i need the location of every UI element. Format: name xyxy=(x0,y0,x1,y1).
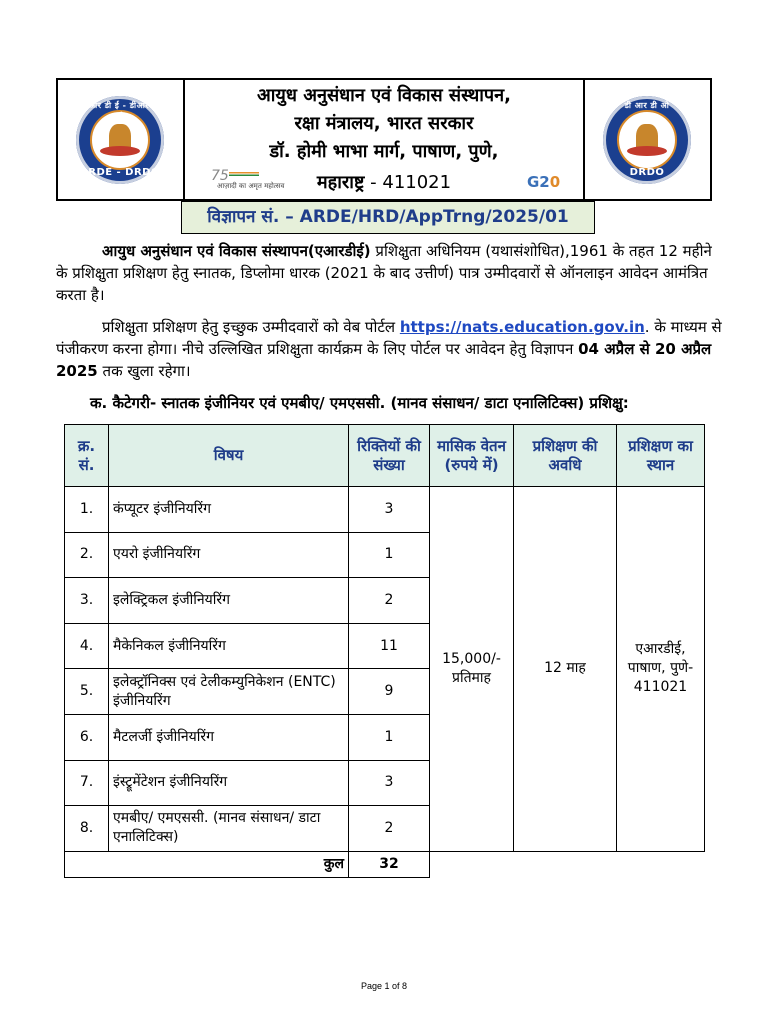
table-header-row xyxy=(65,425,705,487)
logo-bottom-text: ARDE - DRDO xyxy=(80,167,160,178)
col-header-sn: क्र. सं. xyxy=(65,425,109,487)
header-line-1: आयुध अनुसंधान एवं विकास संस्थापन, xyxy=(257,85,511,106)
drdo-logo xyxy=(603,96,691,184)
header-box xyxy=(56,78,712,201)
arde-logo-cell xyxy=(58,80,185,199)
col-header-subject: विषय xyxy=(109,425,349,487)
location-cell: एआरडीई, पाषाण, पुणे- 411021 xyxy=(617,487,705,852)
azadi-ka-amrit-mahotsav-logo: 75 आज़ादी का अमृत महोत्सव xyxy=(211,168,285,190)
advertisement-number: विज्ञापन सं. – ARDE/HRD/AppTrng/2025/01 xyxy=(181,201,595,234)
col-header-duration: प्रशिक्षण की अवधि xyxy=(514,425,617,487)
arde-drdo-logo xyxy=(76,96,164,184)
duration-cell: 12 माह xyxy=(514,487,617,852)
header-line-3: डॉ. होमी भाभा मार्ग, पाषाण, पुणे, xyxy=(269,141,499,162)
header-title-cell xyxy=(183,80,585,199)
tricolor-icon xyxy=(229,172,259,176)
col-header-location: प्रशिक्षण का स्थान xyxy=(617,425,705,487)
nats-portal-link[interactable]: https://nats.education.gov.in xyxy=(399,318,645,336)
total-value: 32 xyxy=(349,851,430,877)
header-line-2: रक्षा मंत्रालय, भारत सरकार xyxy=(294,113,474,134)
table-row: 7. इंस्ट्रूमेंटेशन इंजीनियरिंग 3 xyxy=(65,760,705,806)
g20-logo: G20 xyxy=(527,173,561,191)
drdo-logo-cell xyxy=(583,80,710,199)
table-row: 3. इलेक्ट्रिकल इंजीनियरिंग 2 xyxy=(65,578,705,624)
category-heading: क. कैटेगरी- स्नातक इंजीनियर एवं एमबीए/ एमएससी. (मानव संसाधन/ डाटा एनालिटिक्स) प्रशिक्षु: xyxy=(90,394,629,412)
table-row: 8. एमबीए/ एमएससी. (मानव संसाधन/ डाटा एनालिटिक्स) 2 xyxy=(65,806,705,852)
table-row: 4. मैकेनिकल इंजीनियरिंग 11 xyxy=(65,623,705,669)
total-label: कुल xyxy=(65,851,349,877)
col-header-vacancies: रिक्तियों की संख्या xyxy=(349,425,430,487)
stipend-cell: 15,000/- प्रतिमाह xyxy=(430,487,514,852)
logo-top-text: डी आर डी ओ xyxy=(624,101,670,110)
logo-bottom-text: DRDO xyxy=(629,167,665,178)
table-total-row xyxy=(65,851,705,877)
table-row: 5. इलेक्ट्रॉनिक्स एवं टेलीकम्युनिकेशन (ENTC) इंजीनियरिंग 9 xyxy=(65,669,705,715)
table-row: 2. एयरो इंजीनियरिंग 1 xyxy=(65,532,705,578)
page-footer: Page 1 of 8 xyxy=(360,981,408,991)
logo-top-text: ए आर डी ई - डीआर डी ओ xyxy=(80,101,160,121)
table-row: 6. मैटलर्जी इंजीनियरिंग 1 xyxy=(65,714,705,760)
registration-paragraph: प्रशिक्षुता प्रशिक्षण हेतु इच्छुक उम्मीदवारों को वेब पोर्टल https://nats.education.gov.in. के माध्यम से पंजीकरण करना होगा। नीचे उल्लिखित प्रशिक्षुता कार्यक्रम के लिए पोर्टल पर आवेदन हेतु विज्ञापन 04 अप्रैल से 20 अप्रैल 2025 तक खुला रहेगा। xyxy=(56,318,722,380)
intro-paragraph: आयुध अनुसंधान एवं विकास संस्थापन(एआरडीई) प्रशिक्षुता अधिनियम (यथासंशोधित),1961 के तहत 12 महीने के प्रशिक्षुता प्रशिक्षण हेतु स्नातक, डिप्लोमा धारक (2021 के बाद उत्तीर्ण) पात्र उम्मीदवारों से ऑनलाइन आवेदन आमंत्रित करता है। xyxy=(56,242,712,304)
col-header-stipend: मासिक वेतन (रुपये में) xyxy=(430,425,514,487)
table-row: 1. कंप्यूटर इंजीनियरिंग 3 15,000/- प्रतिमाह 12 माह एआरडीई, पाषाण, पुणे- 411021 xyxy=(65,487,705,533)
wings-icon xyxy=(100,146,140,156)
apprentice-table xyxy=(64,424,705,878)
wings-icon xyxy=(627,146,667,156)
header-line-4: महाराष्ट्र - 411021 xyxy=(316,172,452,193)
